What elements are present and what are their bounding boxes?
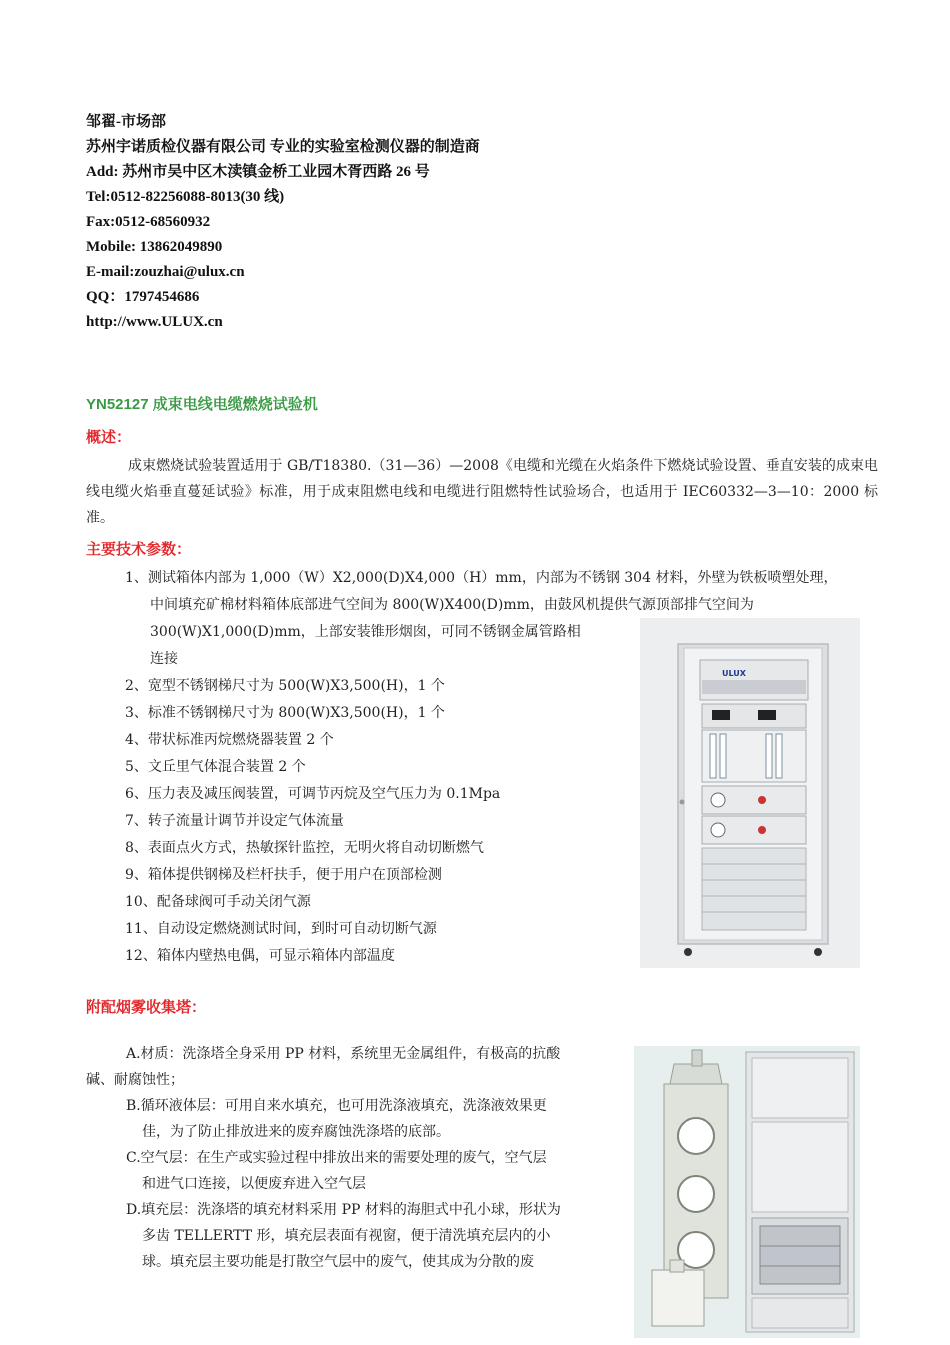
product-title: YN52127 成束电线电缆燃烧试验机 [86,396,318,413]
contact-company: 苏州宇诺质检仪器有限公司 专业的实验室检测仪器的制造商 [86,139,480,155]
param-item-8: 8、表面点火方式，热敏探针监控，无明火将自动切断燃气 [125,840,484,856]
tower-illustration [634,1046,860,1338]
contact-qq: QQ：1797454686 [86,289,200,305]
overview-heading: 概述： [86,428,132,446]
overview-text: 成束燃烧试验装置适用于 GB/T18380.（31—36）—2008《电缆和光缆在火焰条件下燃烧试验设置、垂直安装的成束电线电缆火焰垂直蔓延试验》标准，用于成束阻燃电线和电缆进行阻燃特性试验场合，也适用于 IEC60332—3—10：2000 标准。 [86,458,878,526]
tower-line-7: D.填充层：洗涤塔的填充材料采用 PP 材料的海胆式中孔小球，形状为 [126,1202,561,1218]
param-item-5: 5、文丘里气体混合装置 2 个 [125,759,306,775]
tower-line-4: 佳，为了防止排放进来的废弃腐蚀洗涤塔的底部。 [142,1124,450,1140]
param-item-6: 6、压力表及减压阀装置，可调节丙烷及空气压力为 0.1Mpa [125,786,501,802]
cabinet-illustration [640,618,860,968]
cabinet-product-photo [640,618,860,968]
contact-name: 邹翟-市场部 [86,114,166,130]
contact-website[interactable]: http://www.ULUX.cn [86,314,223,330]
param-item-11: 11、自动设定燃烧测试时间，到时可自动切断气源 [125,921,437,937]
contact-fax: Fax:0512-68560932 [86,214,211,230]
contact-address: Add: 苏州市吴中区木渎镇金桥工业园木胥西路 26 号 [86,164,430,180]
param-item-9: 9、箱体提供钢梯及栏杆扶手，便于用户在顶部检测 [125,867,442,883]
param-item-2: 2、宽型不锈钢梯尺寸为 500(W)X3,500(H)，1 个 [125,678,445,694]
cabinet-brand: ULUX [722,669,746,678]
param-item-1-line-1: 1、测试箱体内部为 1,000（W）X2,000(D)X4,000（H）mm，内部为不锈钢 304 材料，外壁为铁板喷塑处理， [125,570,838,586]
param-item-10: 10、配备球阀可手动关闭气源 [125,894,311,910]
param-item-1-line-2: 中间填充矿棉材料箱体底部进气空间为 800(W)X400(D)mm，由鼓风机提供气源顶部排气空间为 [150,597,754,613]
tower-line-2: 碱、耐腐蚀性； [86,1072,184,1088]
tower-heading: 附配烟雾收集塔： [86,998,207,1016]
contact-tel: Tel:0512-82256088-8013(30 线) [86,189,285,205]
param-item-12: 12、箱体内壁热电偶，可显示箱体内部温度 [125,948,395,964]
param-item-1-line-3: 300(W)X1,000(D)mm，上部安装锥形烟囱，可同不锈钢金属管路相 [150,624,581,640]
contact-block [86,110,480,335]
param-item-1-line-4: 连接 [150,651,178,667]
params-heading: 主要技术参数： [86,540,192,558]
tower-line-1: A.材质：洗涤塔全身采用 PP 材料，系统里无金属组件，有极高的抗酸 [126,1046,561,1062]
param-item-3: 3、标准不锈钢梯尺寸为 800(W)X3,500(H)，1 个 [125,705,445,721]
tower-line-5: C.空气层：在生产或实验过程中排放出来的需要处理的废气，空气层 [126,1150,547,1166]
tower-line-8: 多齿 TELLERTT 形，填充层表面有视窗，便于清洗填充层内的小 [142,1228,551,1244]
contact-mobile: Mobile: 13862049890 [86,239,223,255]
tower-line-6: 和进气口连接，以便废弃进入空气层 [142,1176,366,1192]
tower-description [86,1041,621,1275]
contact-email[interactable]: E-mail:zouzhai@ulux.cn [86,264,245,280]
param-item-4: 4、带状标准丙烷燃烧器装置 2 个 [125,732,334,748]
tower-line-9: 球。填充层主要功能是打散空气层中的废气，使其成为分散的废 [142,1254,534,1270]
tower-line-3: B.循环液体层：可用自来水填充，也可用洗涤液填充，洗涤液效果更 [126,1098,547,1114]
param-item-7: 7、转子流量计调节并设定气体流量 [125,813,344,829]
tower-product-photo [634,1046,860,1338]
